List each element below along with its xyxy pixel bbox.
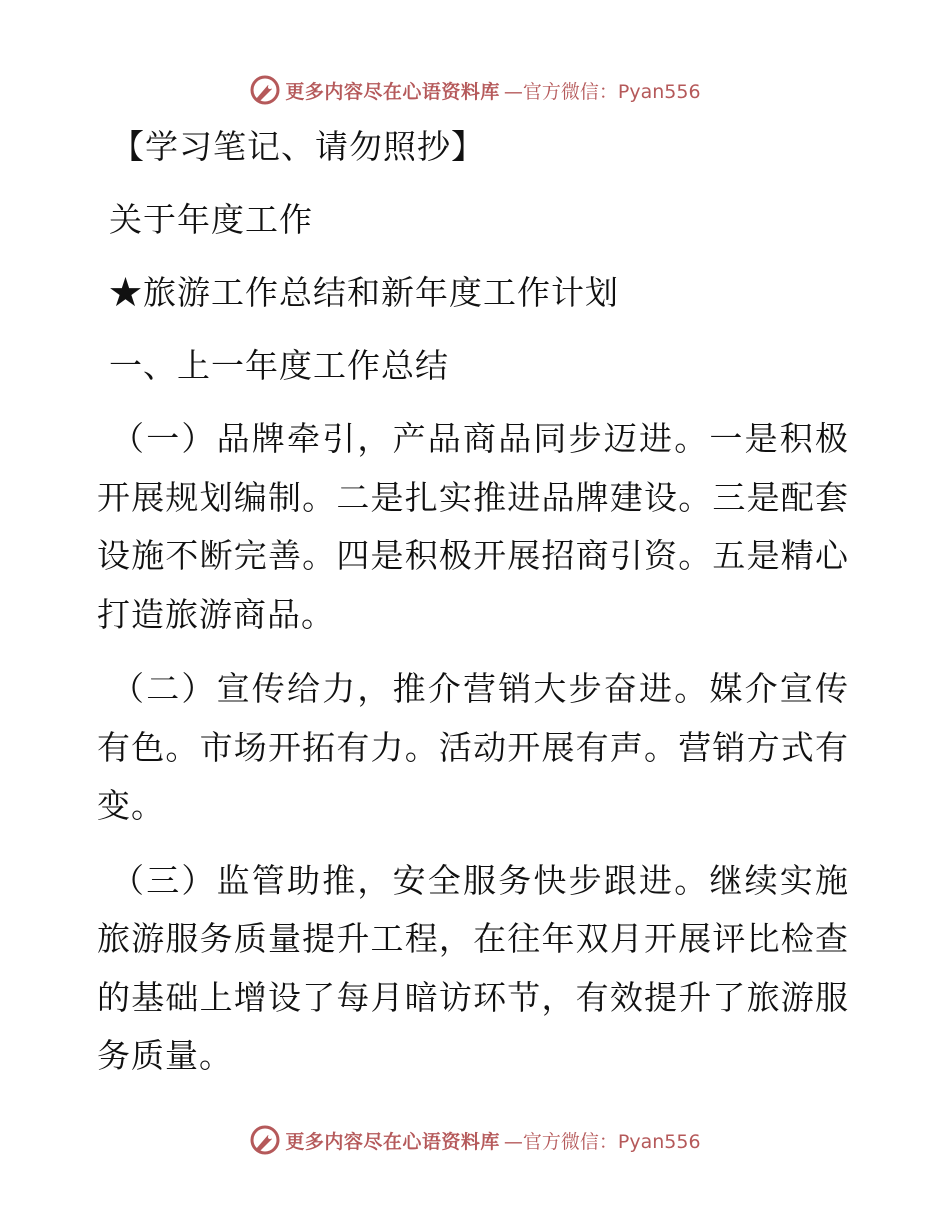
paragraph-3: （三）监管助推，安全服务快步跟进。继续实施旅游服务质量提升工程，在往年双月开展评比检查的基础上增设了每月暗访环节，有效提升了旅游服务质量。 — [97, 860, 849, 1075]
footer-banner — [0, 1120, 950, 1160]
notice-line: 【学习笔记、请勿照抄】 — [111, 127, 485, 166]
paragraph-2: （二）宣传给力，推介营销大步奋进。媒介宣传有色。市场开拓有力。活动开展有声。营销方式有变。 — [97, 669, 849, 825]
banner-title: 更多内容尽在心语资料库 — [285, 80, 500, 103]
document-title: ★旅游工作总结和新年度工作计划 — [109, 273, 619, 312]
banner-wechat: —官方微信：Pyan556 — [503, 80, 701, 103]
topic-line: 关于年度工作 — [109, 200, 313, 239]
document-body — [97, 118, 857, 1102]
section-heading: 一、上一年度工作总结 — [109, 346, 449, 385]
banner-title: 更多内容尽在心语资料库 — [285, 1130, 500, 1153]
paragraph-1: （一）品牌牵引，产品商品同步迈进。一是积极开展规划编制。二是扎实推进品牌建设。三是配套设施不断完善。四是积极开展招商引资。五是精心打造旅游商品。 — [97, 419, 849, 634]
pen-nib-logo-icon — [249, 74, 281, 106]
banner-wechat: —官方微信：Pyan556 — [503, 1130, 701, 1153]
pen-nib-logo-icon — [249, 1124, 281, 1156]
header-banner — [0, 70, 950, 110]
